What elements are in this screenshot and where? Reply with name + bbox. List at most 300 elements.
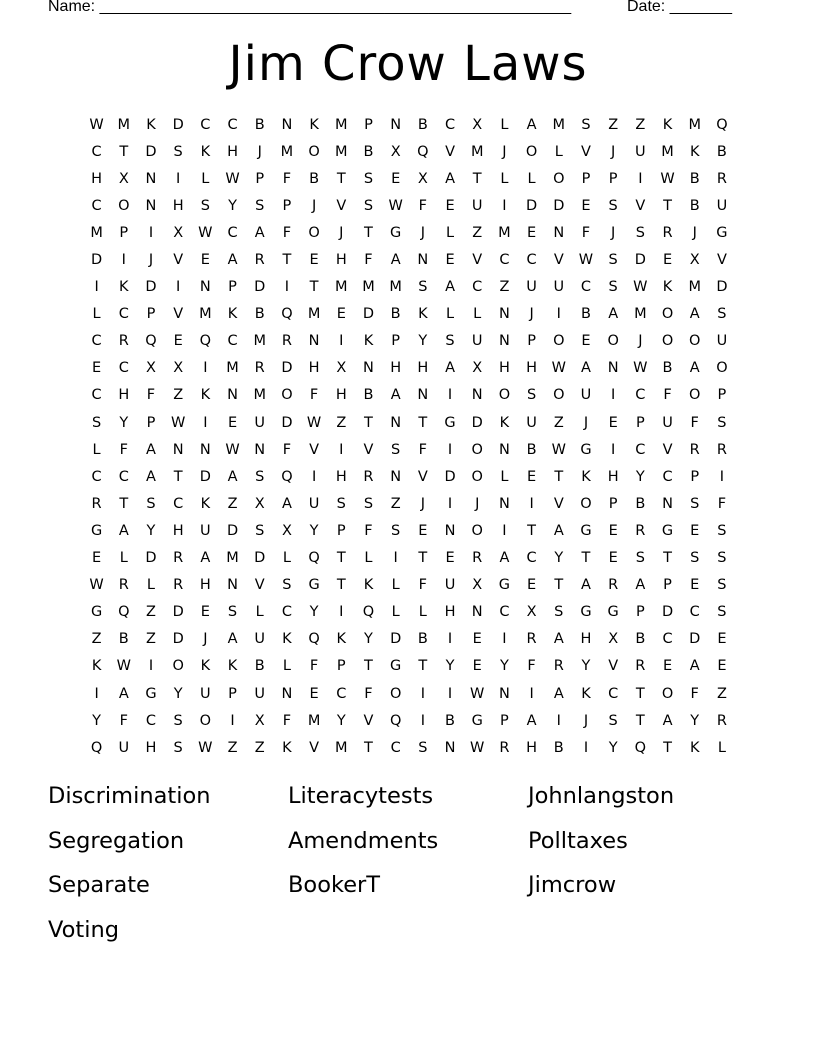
grid-letter[interactable]: I	[529, 685, 534, 702]
grid-letter[interactable]: T	[527, 522, 537, 539]
grid-letter[interactable]: S	[717, 306, 727, 323]
grid-letter[interactable]: S	[608, 712, 618, 729]
grid-letter[interactable]: O	[580, 495, 592, 512]
grid-letter[interactable]: E	[445, 252, 455, 269]
grid-letter[interactable]: D	[172, 116, 184, 133]
grid-letter[interactable]: L	[255, 604, 264, 621]
grid-letter[interactable]: X	[526, 604, 537, 621]
grid-letter[interactable]: T	[336, 577, 346, 594]
grid-letter[interactable]: I	[420, 685, 425, 702]
grid-letter[interactable]: T	[663, 550, 672, 567]
grid-letter[interactable]: G	[716, 224, 728, 241]
grid-letter[interactable]: T	[635, 685, 645, 702]
grid-letter[interactable]: B	[689, 170, 700, 187]
grid-letter[interactable]: B	[716, 143, 727, 160]
grid-letter[interactable]: R	[118, 333, 129, 350]
grid-letter[interactable]: C	[227, 224, 238, 241]
grid-letter[interactable]: E	[418, 522, 428, 539]
grid-letter[interactable]: W	[225, 441, 240, 458]
grid-letter[interactable]: I	[339, 441, 344, 458]
grid-letter[interactable]: F	[717, 495, 727, 512]
grid-letter[interactable]: B	[254, 306, 265, 323]
grid-letter[interactable]: M	[226, 360, 239, 377]
grid-letter[interactable]: F	[663, 387, 672, 404]
grid-letter[interactable]: F	[119, 441, 128, 458]
grid-letter[interactable]: S	[146, 495, 156, 512]
grid-letter[interactable]: M	[280, 143, 294, 160]
grid-letter[interactable]: L	[92, 441, 101, 458]
grid-letter[interactable]: C	[662, 631, 673, 648]
grid-letter[interactable]: P	[500, 712, 509, 729]
grid-letter[interactable]: W	[633, 360, 648, 377]
grid-letter[interactable]: B	[553, 739, 564, 756]
grid-letter[interactable]: U	[118, 739, 130, 756]
grid-letter[interactable]: D	[254, 279, 266, 296]
grid-letter[interactable]: C	[390, 739, 401, 756]
grid-letter[interactable]: E	[608, 522, 618, 539]
grid-letter[interactable]: J	[638, 333, 643, 350]
grid-letter[interactable]: A	[553, 631, 564, 648]
grid-letter[interactable]: N	[498, 441, 510, 458]
grid-letter[interactable]: U	[444, 577, 456, 594]
grid-letter[interactable]: F	[364, 522, 373, 539]
grid-letter[interactable]: C	[472, 279, 483, 296]
grid-letter[interactable]: C	[173, 495, 184, 512]
grid-letter[interactable]: N	[498, 495, 510, 512]
grid-letter[interactable]: D	[526, 197, 538, 214]
grid-letter[interactable]: J	[311, 197, 317, 214]
grid-letter[interactable]: O	[553, 170, 565, 187]
grid-letter[interactable]: V	[553, 495, 564, 512]
grid-letter[interactable]: B	[662, 360, 673, 377]
grid-letter[interactable]: U	[200, 522, 211, 539]
grid-letter[interactable]: W	[470, 685, 485, 702]
grid-letter[interactable]: S	[227, 604, 238, 621]
grid-letter[interactable]: Q	[634, 739, 647, 756]
grid-letter[interactable]: I	[339, 604, 344, 621]
grid-letter[interactable]: I	[556, 306, 561, 323]
grid-letter[interactable]: J	[339, 224, 344, 241]
grid-letter[interactable]: C	[91, 468, 102, 485]
grid-letter[interactable]: D	[634, 252, 646, 269]
grid-letter[interactable]: D	[281, 360, 293, 377]
grid-letter[interactable]: D	[553, 197, 565, 214]
grid-letter[interactable]: F	[364, 252, 373, 269]
grid-letter[interactable]: Y	[499, 658, 509, 675]
grid-letter[interactable]: C	[281, 604, 292, 621]
grid-letter[interactable]: K	[662, 116, 673, 133]
grid-letter[interactable]: O	[498, 387, 511, 404]
grid-letter[interactable]: B	[417, 116, 428, 133]
grid-letter[interactable]: I	[447, 495, 453, 512]
grid-letter[interactable]: J	[475, 495, 480, 512]
grid-letter[interactable]: V	[309, 739, 320, 756]
grid-letter[interactable]: L	[445, 306, 455, 323]
grid-letter[interactable]: C	[526, 252, 537, 269]
grid-letter[interactable]: C	[200, 116, 211, 133]
grid-letter[interactable]: A	[689, 360, 700, 377]
grid-letter[interactable]: L	[119, 550, 128, 567]
grid-letter[interactable]: V	[173, 306, 184, 323]
grid-letter[interactable]: D	[91, 252, 103, 269]
grid-letter[interactable]: H	[91, 170, 103, 187]
grid-letter[interactable]: N	[390, 414, 402, 431]
grid-letter[interactable]: D	[145, 550, 157, 567]
grid-letter[interactable]: T	[173, 468, 183, 485]
grid-letter[interactable]: U	[635, 143, 646, 160]
grid-letter[interactable]: Z	[635, 116, 646, 133]
grid-letter[interactable]: C	[227, 116, 238, 133]
grid-letter[interactable]: C	[608, 685, 619, 702]
grid-letter[interactable]: R	[716, 170, 727, 187]
grid-letter[interactable]: A	[526, 116, 537, 133]
grid-letter[interactable]: Y	[92, 712, 102, 729]
grid-letter[interactable]: T	[663, 197, 672, 214]
grid-letter[interactable]: Y	[418, 333, 428, 350]
grid-letter[interactable]: K	[282, 739, 292, 756]
grid-letter[interactable]: Y	[146, 522, 156, 539]
grid-letter[interactable]: M	[335, 739, 348, 756]
grid-letter[interactable]: I	[94, 685, 99, 702]
grid-letter[interactable]: L	[282, 550, 291, 567]
grid-letter[interactable]: P	[336, 658, 346, 675]
grid-letter[interactable]: K	[200, 387, 211, 404]
grid-letter[interactable]: U	[662, 414, 673, 431]
grid-letter[interactable]: X	[472, 360, 483, 377]
grid-letter[interactable]: I	[203, 360, 208, 377]
grid-letter[interactable]: J	[583, 414, 589, 431]
grid-letter[interactable]: H	[607, 468, 619, 485]
grid-letter[interactable]: L	[282, 658, 291, 675]
grid-letter[interactable]: Z	[608, 116, 619, 133]
grid-letter[interactable]: M	[688, 279, 701, 296]
grid-letter[interactable]: I	[611, 441, 616, 458]
grid-letter[interactable]: G	[390, 658, 402, 675]
grid-letter[interactable]: H	[498, 360, 510, 377]
grid-letter[interactable]: S	[173, 143, 183, 160]
grid-letter[interactable]: N	[662, 495, 673, 512]
grid-letter[interactable]: L	[201, 170, 210, 187]
grid-letter[interactable]: D	[172, 631, 184, 648]
grid-letter[interactable]: W	[388, 197, 403, 214]
grid-letter[interactable]: L	[391, 604, 400, 621]
grid-letter[interactable]: A	[445, 279, 455, 296]
grid-letter[interactable]: S	[336, 495, 346, 512]
grid-letter[interactable]: E	[200, 252, 210, 269]
grid-letter[interactable]: I	[529, 495, 534, 512]
grid-letter[interactable]: G	[390, 224, 402, 241]
grid-letter[interactable]: T	[336, 550, 346, 567]
grid-letter[interactable]: I	[447, 631, 453, 648]
grid-letter[interactable]: H	[199, 577, 211, 594]
grid-letter[interactable]: E	[92, 550, 102, 567]
grid-letter[interactable]: P	[391, 333, 401, 350]
grid-letter[interactable]: O	[281, 387, 293, 404]
grid-letter[interactable]: R	[118, 577, 129, 594]
grid-letter[interactable]: H	[444, 604, 456, 621]
grid-letter[interactable]: J	[420, 224, 425, 241]
grid-letter[interactable]: O	[689, 333, 701, 350]
grid-letter[interactable]: K	[200, 658, 211, 675]
grid-letter[interactable]: T	[119, 143, 129, 160]
grid-letter[interactable]: K	[581, 685, 591, 702]
grid-letter[interactable]: S	[717, 604, 727, 621]
grid-letter[interactable]: E	[391, 170, 401, 187]
grid-letter[interactable]: B	[390, 306, 401, 323]
grid-letter[interactable]: J	[148, 252, 154, 269]
grid-letter[interactable]: M	[498, 224, 511, 241]
grid-letter[interactable]: D	[661, 604, 674, 621]
grid-letter[interactable]: E	[527, 577, 537, 594]
grid-letter[interactable]: H	[308, 360, 320, 377]
grid-letter[interactable]: N	[498, 685, 510, 702]
grid-letter[interactable]: N	[227, 387, 238, 404]
name-field[interactable]: Name: _____________________________________________________	[48, 0, 572, 15]
grid-letter[interactable]: J	[611, 224, 616, 241]
grid-letter[interactable]: M	[335, 116, 348, 133]
grid-letter[interactable]: I	[556, 712, 561, 729]
grid-letter[interactable]: N	[281, 116, 293, 133]
grid-letter[interactable]: S	[608, 279, 618, 296]
grid-letter[interactable]: E	[472, 658, 482, 675]
grid-letter[interactable]: P	[228, 279, 237, 296]
grid-letter[interactable]: M	[688, 116, 701, 133]
grid-letter[interactable]: Z	[146, 604, 156, 621]
grid-letter[interactable]: S	[418, 279, 428, 296]
grid-letter[interactable]: C	[145, 712, 157, 729]
grid-letter[interactable]: K	[662, 279, 673, 296]
grid-letter[interactable]: U	[526, 414, 537, 431]
grid-letter[interactable]: Z	[227, 739, 238, 756]
grid-letter[interactable]: S	[690, 495, 700, 512]
grid-letter[interactable]: N	[254, 441, 266, 458]
grid-letter[interactable]: A	[662, 712, 673, 729]
grid-letter[interactable]: V	[363, 441, 374, 458]
grid-letter[interactable]: U	[471, 333, 483, 350]
grid-letter[interactable]: C	[635, 441, 646, 458]
grid-letter[interactable]: R	[254, 252, 265, 269]
grid-letter[interactable]: Z	[91, 631, 102, 648]
grid-letter[interactable]: K	[200, 143, 211, 160]
grid-letter[interactable]: Y	[554, 550, 564, 567]
grid-letter[interactable]: Z	[146, 631, 156, 648]
grid-letter[interactable]: A	[118, 685, 129, 702]
grid-letter[interactable]: Y	[309, 604, 319, 621]
grid-letter[interactable]: P	[690, 468, 700, 485]
grid-letter[interactable]: A	[227, 252, 238, 269]
grid-letter[interactable]: X	[254, 712, 265, 729]
grid-letter[interactable]: S	[282, 577, 292, 594]
grid-letter[interactable]: H	[227, 143, 238, 160]
grid-letter[interactable]: L	[391, 577, 400, 594]
grid-letter[interactable]: T	[554, 468, 564, 485]
grid-letter[interactable]: A	[553, 685, 564, 702]
grid-letter[interactable]: S	[91, 414, 102, 431]
grid-letter[interactable]: F	[527, 658, 536, 675]
grid-letter[interactable]: T	[418, 550, 428, 567]
grid-letter[interactable]: E	[662, 658, 673, 675]
grid-letter[interactable]: V	[553, 252, 564, 269]
grid-letter[interactable]: B	[363, 143, 374, 160]
grid-letter[interactable]: H	[172, 522, 184, 539]
grid-letter[interactable]: S	[363, 197, 374, 214]
grid-letter[interactable]: O	[689, 387, 701, 404]
grid-letter[interactable]: N	[444, 739, 456, 756]
grid-letter[interactable]: W	[89, 116, 104, 133]
grid-letter[interactable]: G	[498, 577, 511, 594]
grid-letter[interactable]: D	[145, 143, 157, 160]
grid-letter[interactable]: X	[254, 495, 265, 512]
grid-letter[interactable]: T	[364, 224, 373, 241]
grid-letter[interactable]: A	[390, 252, 401, 269]
grid-letter[interactable]: D	[254, 550, 266, 567]
grid-letter[interactable]: C	[662, 468, 673, 485]
grid-letter[interactable]: E	[717, 658, 727, 675]
grid-letter[interactable]: V	[608, 658, 619, 675]
grid-letter[interactable]: I	[94, 279, 99, 296]
grid-letter[interactable]: A	[581, 577, 591, 594]
grid-letter[interactable]: J	[257, 143, 262, 160]
grid-letter[interactable]: H	[335, 468, 347, 485]
grid-letter[interactable]: H	[526, 739, 538, 756]
grid-letter[interactable]: B	[526, 441, 537, 458]
grid-letter[interactable]: B	[635, 495, 646, 512]
grid-letter[interactable]: D	[689, 631, 701, 648]
grid-letter[interactable]: N	[363, 360, 374, 377]
grid-letter[interactable]: O	[118, 197, 130, 214]
grid-letter[interactable]: I	[638, 170, 643, 187]
grid-letter[interactable]: E	[336, 306, 346, 323]
grid-letter[interactable]: D	[226, 522, 239, 539]
grid-letter[interactable]: X	[608, 631, 619, 648]
grid-letter[interactable]: C	[118, 468, 129, 485]
grid-letter[interactable]: N	[471, 604, 483, 621]
grid-letter[interactable]: A	[526, 712, 537, 729]
grid-letter[interactable]: I	[393, 550, 398, 567]
grid-letter[interactable]: K	[363, 577, 374, 594]
grid-letter[interactable]: A	[499, 550, 510, 567]
grid-letter[interactable]: F	[581, 224, 591, 241]
grid-letter[interactable]: N	[390, 468, 402, 485]
grid-letter[interactable]: U	[580, 387, 592, 404]
grid-letter[interactable]: H	[580, 631, 592, 648]
grid-letter[interactable]: Z	[173, 387, 184, 404]
grid-letter[interactable]: R	[173, 550, 184, 567]
grid-letter[interactable]: Y	[690, 712, 700, 729]
grid-letter[interactable]: H	[335, 387, 347, 404]
grid-letter[interactable]: H	[417, 360, 429, 377]
grid-letter[interactable]: G	[580, 522, 592, 539]
grid-letter[interactable]: I	[502, 522, 507, 539]
grid-letter[interactable]: C	[118, 306, 129, 323]
grid-letter[interactable]: Q	[308, 631, 320, 648]
grid-letter[interactable]: S	[717, 414, 727, 431]
grid-letter[interactable]: W	[633, 279, 648, 296]
grid-letter[interactable]: Q	[145, 333, 157, 350]
grid-letter[interactable]: C	[444, 116, 456, 133]
grid-letter[interactable]: D	[390, 631, 402, 648]
grid-letter[interactable]: Z	[472, 224, 483, 241]
grid-letter[interactable]: O	[199, 712, 212, 729]
grid-letter[interactable]: T	[364, 739, 373, 756]
grid-letter[interactable]: D	[172, 604, 184, 621]
grid-letter[interactable]: V	[472, 252, 483, 269]
grid-letter[interactable]: V	[309, 441, 320, 458]
grid-letter[interactable]: O	[471, 441, 483, 458]
grid-letter[interactable]: D	[444, 468, 456, 485]
grid-letter[interactable]: W	[551, 441, 566, 458]
grid-letter[interactable]: S	[391, 441, 401, 458]
grid-letter[interactable]: R	[499, 739, 510, 756]
grid-letter[interactable]: A	[608, 306, 619, 323]
grid-letter[interactable]: U	[716, 197, 728, 214]
grid-letter[interactable]: Q	[118, 604, 130, 621]
grid-letter[interactable]: S	[363, 170, 374, 187]
grid-letter[interactable]: N	[444, 522, 456, 539]
grid-letter[interactable]: S	[418, 739, 428, 756]
grid-letter[interactable]: M	[307, 712, 321, 729]
grid-letter[interactable]: T	[418, 658, 428, 675]
grid-letter[interactable]: I	[447, 441, 453, 458]
grid-letter[interactable]: T	[364, 414, 373, 431]
grid-letter[interactable]: S	[200, 197, 210, 214]
grid-letter[interactable]: X	[472, 116, 483, 133]
grid-letter[interactable]: R	[608, 577, 619, 594]
grid-letter[interactable]: S	[581, 116, 591, 133]
grid-letter[interactable]: V	[336, 197, 347, 214]
grid-letter[interactable]: P	[146, 306, 156, 323]
grid-letter[interactable]: O	[553, 387, 565, 404]
grid-letter[interactable]: N	[498, 306, 510, 323]
grid-letter[interactable]: F	[282, 712, 292, 729]
grid-letter[interactable]: M	[634, 306, 647, 323]
grid-letter[interactable]: Y	[364, 631, 373, 648]
grid-letter[interactable]: A	[227, 631, 238, 648]
grid-letter[interactable]: N	[417, 387, 429, 404]
grid-letter[interactable]: B	[254, 658, 265, 675]
grid-letter[interactable]: S	[526, 387, 537, 404]
grid-letter[interactable]: Y	[581, 658, 591, 675]
grid-letter[interactable]: S	[445, 333, 455, 350]
grid-letter[interactable]: R	[553, 658, 564, 675]
grid-letter[interactable]: D	[145, 279, 157, 296]
grid-letter[interactable]: M	[661, 143, 674, 160]
grid-letter[interactable]: S	[173, 712, 183, 729]
grid-letter[interactable]: K	[146, 116, 156, 133]
grid-letter[interactable]: J	[583, 712, 589, 729]
grid-letter[interactable]: N	[145, 197, 157, 214]
grid-letter[interactable]: W	[198, 739, 213, 756]
grid-letter[interactable]: G	[145, 685, 157, 702]
grid-letter[interactable]: I	[420, 712, 425, 729]
grid-letter[interactable]: E	[690, 522, 700, 539]
grid-letter[interactable]: C	[91, 387, 102, 404]
grid-letter[interactable]: O	[661, 685, 674, 702]
grid-letter[interactable]: K	[336, 631, 347, 648]
grid-letter[interactable]: A	[390, 387, 401, 404]
grid-letter[interactable]: M	[253, 333, 266, 350]
grid-letter[interactable]: Y	[173, 685, 183, 702]
grid-letter[interactable]: H	[172, 197, 184, 214]
grid-letter[interactable]: S	[717, 522, 727, 539]
grid-letter[interactable]: T	[418, 414, 428, 431]
grid-letter[interactable]: N	[145, 170, 157, 187]
grid-letter[interactable]: C	[526, 550, 537, 567]
grid-letter[interactable]: B	[580, 306, 591, 323]
grid-letter[interactable]: F	[309, 387, 319, 404]
grid-letter[interactable]: A	[553, 522, 564, 539]
grid-letter[interactable]: S	[363, 495, 374, 512]
